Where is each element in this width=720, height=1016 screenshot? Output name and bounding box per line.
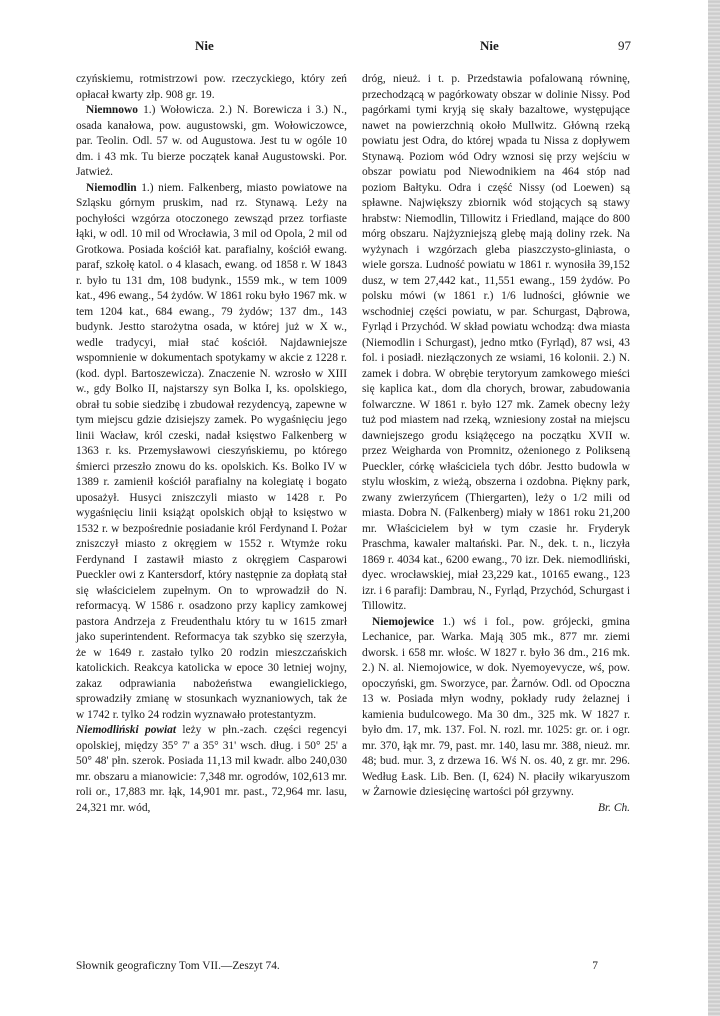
entry-text: 1.) Wołowicza. 2.) N. Borewicza i 3.) N., osada kanałowa, pow. augustowski, gm. Wołowiczowce, par. Teolin. Odl. 57 w. od Augustowa. Jest tu w ogóle 10 dm. i 43 mk. Tu bierze początek kanał Augustowski. Por. Jatwież. [76,104,347,178]
entry-paragraph [76,103,347,181]
entry-paragraph [362,615,630,801]
scan-edge-texture [708,0,720,1016]
header-right-word: Nie [480,38,499,53]
page-number: 97 [618,38,631,53]
author-signature: Br. Ch. [598,801,630,814]
entry-headword: Niemodlin [86,181,137,194]
entry-paragraph [76,181,347,724]
entry-text: 1.) niem. Falkenberg, miasto powiatowe na Szląsku górnym pruskim, nad rz. Stynawą. Leży na pochyłości wzgórza otoczonego zewsząd przez torfiaste łąki, w odl. 10 mil od Wrocławia, 3 mil od Opola, 2 mil od Grotkowa. Posiada kościół kat. parafialny, kościół ewang. paraf, szkołę katol. o 4 klasach, ewang. od 1858 r. W 1843 r. było tu 131 dm, 108 budynk., 1559 mk., w tem 1009 kat., 496 ewang., 54 żydów. W 1861 roku było 1967 mk. w tem 1204 kat., 684 ewang., 79 żydów; 137 dm., 143 budynk. Jestto starożytna osada, w której już w X w., wedle tradycyi, miał stać kościół. Najdawniejsze wspomnienie w dokumentach spotykamy w akcie z 1228 r. (kod. dypl. Bartoszewicza). Znaczenie N. wzrosło w XIII w., gdy Bolko II, najstarszy syn Bolka I, ks. opolskiego, obrał tu sobie siedzibę i zbudował rezydencyą, zapewne w tym miejscu gdzie dzisiejszy zamek. Po wygaśnięciu jego linii Wacław, król czeski, nadał księstwo Falkenberg w 1363 r. ks. Przemysławowi cieszyńskiemu, po którego śmierci przeszło znowu do ks. opolskich. Ks. Bolko IV w 1389 r. zamienił kościół parafialny na kolegiatę i bogato uposażył. Husyci zniszczyli miasto w 1428 r. Po wygaśnięciu linii książąt opolskich objął to księstwo w 1532 r. w bezpośrednie posiadanie król Ferdynand I. Pożar zniszczył miasto z okręgiem w 1552 r. Wtymże roku Ferdynand I zastawił miasto z okręgiem Casparowi Pueckler owi z Kantersdorf, który następnie za dopłatą stał się właścicielem zupełnym. On to wprowadził do N. reformacyą. W 1586 r. osadzono przy kaplicy zamkowej pastora Andrzeja z Freudenthalu który tu w 1615 zmarł jako superintendent. Reformacya tak szybko się szerzyła, że w 1649 r. zastało tylko 20 rodzin mieszczańskich katolickich. Reakcya katolicka w epoce 30 letniej wojny, zakaz odprawiania nabożeństwa ewangielickiego, sprowadziły zmianę w stosunkach wyznaniowych, tak że w 1742 r. tylko 24 rodzin wyznawało protestantyzm. [76,181,347,721]
entry-text: 1.) wś i fol., pow. grójecki, gmina Lechanice, par. Warka. Mają 305 mk., 877 mr. ziemi dworsk. i 658 mr. włośc. W 1827 r. było 36 dm., 216 mk. 2.) N. al. Niemojowice, w dok. Nyemoyevycze, wś, pow. opoczyński, gm. Sworzyce, par. Żarnów. Odl. od Opoczna 13 w. Posiada młyn wodny, pokłady rudy żelaznej i kamienia budulcowego. Ma 30 dm., 325 mk. W 1827 r. było dm. 17, mk. 137. Fol. N. rozl. mr. 1025: gr. or. i ogr. mr. 370, łąk mr. 79, past. mr. 140, lasu mr. 388, nieuż. mr. 48; bud. mur. 3, z drzewa 16. Wś N. os. 40, z gr. mr. 296. Według Łask. Lib. Ben. (I, 624) N. płaciły wikaryuszom w Żarnowie dziesięcinę wartości pół grzywny. [362,615,630,798]
entry-paragraph [362,72,630,615]
running-header [0,38,720,56]
footer-publication: Słownik geograficzny Tom VII.—Zeszyt 74. [76,960,280,972]
right-column [362,72,630,816]
entry-headword: Niemnowo [86,104,138,116]
entry-text: dróg, nieuż. i t. p. Przedstawia pofalowaną równinę, przechodzącą w pagórkowaty obszar w dolinie Nissy. Pod pagórkami tymi kryją się skały bazaltowe, występujące nawet na powierzchnią około Mullwitz. Główną rzeką powiatu jest Odra, do której wpada tu Nissa z dopływem Stynawą. Poziom wód Odry wznosi się przy wejściu w obszar powiatu pod Niewodnikiem na 464 stóp nad poziom Bałtyku. Odra i część Nissy (od Loewen) są spławne. Największy zbiornik wód stojących są stawy hrabstw: Niemodlin, Tillowitz i Friedland, mające do 800 mórg obszaru. Najżyzniejszą glebę mają doliny rzek. Na wyżynach i wzgórzach gleba piaszczysto-gliniasta, o wiele gorsza. Ludność powiatu w 1861 r. wynosiła 39,152 dusz, w tem 27,442 kat., 11,551 ewang., 159 żydów. Po polsku mówi (w 1861 r.) 1/6 ludności, głównie we wschodniej części powiatu, w par. Schurgast, Dąbrowa, Fyrląd i Przychód. W skład powiatu wchodzą: dwa miasta (Niemodlin i Schurgast), jedno mtko (Fyrląd), 87 wsi, 43 fol. i posiadł. niezłączonych ze wsiami, 16 kolonii. 2.) N. zamek i dobra. W obrębie terytoryum zamkowego mieści się kaplica kat., dom dla chorych, browar, zabudowania folwarczne. W 1861 r. było 127 mk. Zamek obecny leży tuż pod miastem nad rzeką, wzniesiony został na miejscu dawniejszego grodu książęcego na początku XVII w. przez Weigharda von Promnitz, ożenionego z Polikseną Pueckler, córkę właściciela tych dóbr. Jestto budowla w stylu włoskim, z wieżą, obszerna i ozdobna. Piękny park, zwany zwierzyńcem (Thiergarten), leży o 1/2 mili od miasta. Dobra N. (Falkenberg) miały w 1861 roku 21,200 mr. Właścicielem był w tym czasie hr. Fryderyk Praschma, kawaler maltański. Par. N., dek. t. n., liczyła 1869 r. 4034 kat., 6200 ewang., 70 izr. Dek. niemodliński, dyec. wrocławskiej, miał 23,229 kat., 10165 ewang., 123 izr. i 6 parafij: Dambrau, N., Fyrląd, Przychód, Schurgast i Tillowitz. [362,73,630,612]
entry-paragraph [76,723,347,816]
entry-text: leży w płn.-zach. części regencyi opolskiej, między 35° 7' a 35° 31' wsch. dług. i 50° 25' a 50° 48' płn. szerok. Posiada 11,13 mil kwadr. albo 240,030 mr. obszaru a mianowicie: 7,348 mr. ogrodów, 102,613 mr. roli or., 17,883 mr. łąk, 14,901 mr. past., 72,964 mr. lasu, 24,321 mr. wód, [76,724,347,814]
header-left-word: Nie [195,38,214,53]
left-column [76,72,347,816]
entry-text: czyńskiemu, rotmistrzowi pow. rzeczyckiego, który zeń opłacał kwarty złp. 908 gr. 19. [76,73,347,101]
entry-italic-lead: Niemodliński powiat [76,724,177,736]
entry-headword: Niemojewice [372,615,434,628]
footer-sheet-number: 7 [592,960,598,972]
entry-paragraph [76,72,347,103]
